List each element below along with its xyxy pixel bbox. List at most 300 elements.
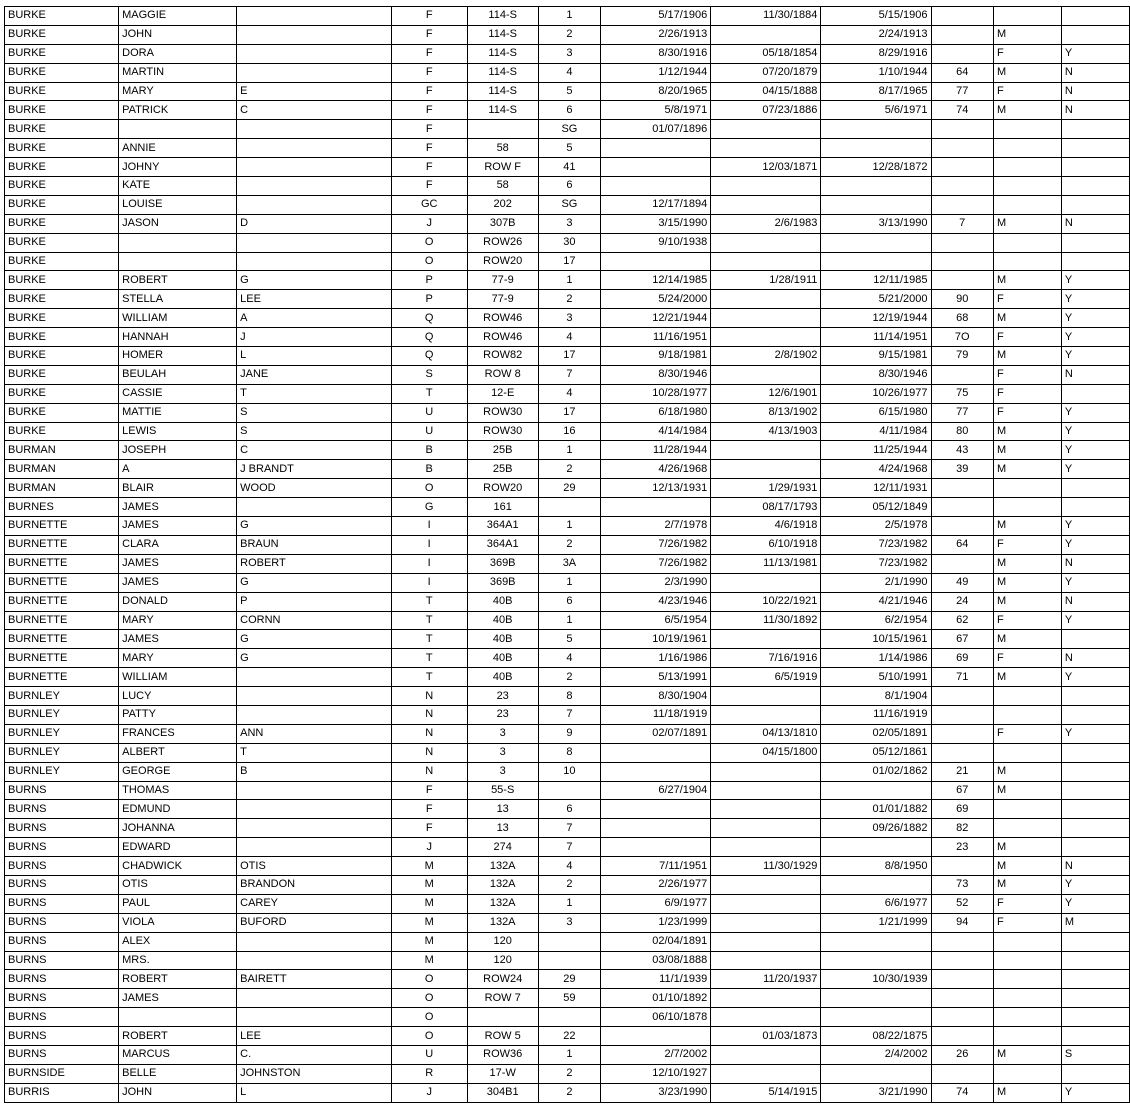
- table-row: [5, 932, 1130, 951]
- section-cell: U: [391, 1045, 467, 1064]
- grave-cell: 3: [538, 309, 600, 328]
- burial-date-cell: [601, 819, 711, 838]
- veteran-cell: [1061, 687, 1129, 706]
- lot-cell: ROW 7: [467, 989, 538, 1008]
- veteran-cell: [1061, 233, 1129, 252]
- section-cell: J: [391, 838, 467, 857]
- last-name-cell: BURNS: [5, 913, 119, 932]
- burial-date-cell: 8/30/1916: [601, 44, 711, 63]
- age-cell: 68: [931, 309, 993, 328]
- sex-cell: M: [993, 309, 1061, 328]
- lot-cell: 364A1: [467, 517, 538, 536]
- sex-cell: M: [993, 1045, 1061, 1064]
- veteran-cell: [1061, 932, 1129, 951]
- grave-cell: 2: [538, 535, 600, 554]
- first-name-cell: WILLIAM: [119, 309, 237, 328]
- first-name-cell: CHADWICK: [119, 857, 237, 876]
- death-date-cell: 1/14/1986: [821, 649, 931, 668]
- last-name-cell: BURNS: [5, 819, 119, 838]
- first-name-cell: JAMES: [119, 554, 237, 573]
- death-date-cell: 10/15/1961: [821, 630, 931, 649]
- section-cell: M: [391, 857, 467, 876]
- table-row: [5, 139, 1130, 158]
- burial-date-cell: 11/28/1944: [601, 441, 711, 460]
- last-name-cell: BURNS: [5, 1027, 119, 1046]
- age-cell: 90: [931, 290, 993, 309]
- section-cell: O: [391, 970, 467, 989]
- first-name-cell: JOHNY: [119, 158, 237, 177]
- burial-date-cell: [601, 498, 711, 517]
- birth-date-cell: 10/22/1921: [711, 592, 821, 611]
- burial-date-cell: 2/26/1913: [601, 25, 711, 44]
- death-date-cell: 4/24/1968: [821, 460, 931, 479]
- section-cell: F: [391, 101, 467, 120]
- burial-date-cell: 2/7/2002: [601, 1045, 711, 1064]
- sex-cell: [993, 195, 1061, 214]
- table-row: [5, 1008, 1130, 1027]
- age-cell: 64: [931, 63, 993, 82]
- burial-date-cell: [601, 743, 711, 762]
- lot-cell: 369B: [467, 573, 538, 592]
- middle-name-cell: [237, 819, 392, 838]
- birth-date-cell: 04/15/1888: [711, 82, 821, 101]
- first-name-cell: PATRICK: [119, 101, 237, 120]
- death-date-cell: 12/28/1872: [821, 158, 931, 177]
- last-name-cell: BURKE: [5, 7, 119, 26]
- section-cell: O: [391, 479, 467, 498]
- burial-date-cell: 4/14/1984: [601, 422, 711, 441]
- birth-date-cell: [711, 328, 821, 347]
- veteran-cell: M: [1061, 913, 1129, 932]
- middle-name-cell: LEE: [237, 1027, 392, 1046]
- first-name-cell: JOHANNA: [119, 819, 237, 838]
- birth-date-cell: 2/8/1902: [711, 347, 821, 366]
- table-row: [5, 1027, 1130, 1046]
- birth-date-cell: [711, 894, 821, 913]
- sex-cell: F: [993, 328, 1061, 347]
- age-cell: [931, 743, 993, 762]
- first-name-cell: WILLIAM: [119, 668, 237, 687]
- birth-date-cell: [711, 800, 821, 819]
- grave-cell: 4: [538, 384, 600, 403]
- grave-cell: 5: [538, 82, 600, 101]
- burial-date-cell: 11/16/1951: [601, 328, 711, 347]
- sex-cell: [993, 1008, 1061, 1027]
- middle-name-cell: [237, 195, 392, 214]
- veteran-cell: N: [1061, 82, 1129, 101]
- section-cell: F: [391, 177, 467, 196]
- veteran-cell: Y: [1061, 441, 1129, 460]
- table-row: [5, 403, 1130, 422]
- birth-date-cell: 11/30/1929: [711, 857, 821, 876]
- section-cell: N: [391, 687, 467, 706]
- birth-date-cell: 5/14/1915: [711, 1083, 821, 1102]
- birth-date-cell: 04/15/1800: [711, 743, 821, 762]
- section-cell: M: [391, 894, 467, 913]
- grave-cell: [538, 781, 600, 800]
- age-cell: 23: [931, 838, 993, 857]
- section-cell: O: [391, 1027, 467, 1046]
- sex-cell: M: [993, 271, 1061, 290]
- grave-cell: 29: [538, 970, 600, 989]
- last-name-cell: BURNLEY: [5, 705, 119, 724]
- lot-cell: 55-S: [467, 781, 538, 800]
- grave-cell: 5: [538, 139, 600, 158]
- age-cell: [931, 7, 993, 26]
- grave-cell: 3: [538, 44, 600, 63]
- first-name-cell: MARTIN: [119, 63, 237, 82]
- last-name-cell: BURNS: [5, 875, 119, 894]
- grave-cell: [538, 951, 600, 970]
- sex-cell: [993, 932, 1061, 951]
- death-date-cell: [821, 120, 931, 139]
- lot-cell: 120: [467, 932, 538, 951]
- age-cell: [931, 932, 993, 951]
- first-name-cell: CLARA: [119, 535, 237, 554]
- grave-cell: 3: [538, 913, 600, 932]
- lot-cell: 114-S: [467, 101, 538, 120]
- last-name-cell: BURNS: [5, 989, 119, 1008]
- last-name-cell: BURNS: [5, 1008, 119, 1027]
- age-cell: 39: [931, 460, 993, 479]
- sex-cell: F: [993, 290, 1061, 309]
- burial-date-cell: 5/24/2000: [601, 290, 711, 309]
- veteran-cell: [1061, 7, 1129, 26]
- first-name-cell: THOMAS: [119, 781, 237, 800]
- grave-cell: 22: [538, 1027, 600, 1046]
- age-cell: [931, 951, 993, 970]
- veteran-cell: Y: [1061, 724, 1129, 743]
- birth-date-cell: 05/18/1854: [711, 44, 821, 63]
- table-row: [5, 44, 1130, 63]
- age-cell: [931, 158, 993, 177]
- burial-date-cell: 11/1/1939: [601, 970, 711, 989]
- middle-name-cell: [237, 800, 392, 819]
- lot-cell: 161: [467, 498, 538, 517]
- veteran-cell: [1061, 498, 1129, 517]
- burial-date-cell: 1/12/1944: [601, 63, 711, 82]
- birth-date-cell: [711, 441, 821, 460]
- lot-cell: 274: [467, 838, 538, 857]
- death-date-cell: 2/1/1990: [821, 573, 931, 592]
- section-cell: Q: [391, 328, 467, 347]
- table-row: [5, 347, 1130, 366]
- last-name-cell: BURKE: [5, 309, 119, 328]
- section-cell: I: [391, 535, 467, 554]
- birth-date-cell: 12/6/1901: [711, 384, 821, 403]
- veteran-cell: [1061, 819, 1129, 838]
- table-row: [5, 611, 1130, 630]
- lot-cell: 13: [467, 819, 538, 838]
- last-name-cell: BURKE: [5, 290, 119, 309]
- last-name-cell: BURKE: [5, 403, 119, 422]
- table-row: [5, 875, 1130, 894]
- death-date-cell: [821, 838, 931, 857]
- section-cell: F: [391, 82, 467, 101]
- burial-date-cell: [601, 838, 711, 857]
- middle-name-cell: S: [237, 403, 392, 422]
- birth-date-cell: [711, 1045, 821, 1064]
- first-name-cell: CASSIE: [119, 384, 237, 403]
- last-name-cell: BURNETTE: [5, 517, 119, 536]
- grave-cell: 6: [538, 101, 600, 120]
- grave-cell: 17: [538, 403, 600, 422]
- sex-cell: M: [993, 668, 1061, 687]
- grave-cell: 17: [538, 252, 600, 271]
- death-date-cell: 9/15/1981: [821, 347, 931, 366]
- death-date-cell: 4/21/1946: [821, 592, 931, 611]
- middle-name-cell: [237, 705, 392, 724]
- first-name-cell: ROBERT: [119, 1027, 237, 1046]
- middle-name-cell: J BRANDT: [237, 460, 392, 479]
- table-row: [5, 460, 1130, 479]
- section-cell: I: [391, 573, 467, 592]
- section-cell: I: [391, 517, 467, 536]
- middle-name-cell: B: [237, 762, 392, 781]
- last-name-cell: BURNS: [5, 1045, 119, 1064]
- middle-name-cell: [237, 7, 392, 26]
- section-cell: N: [391, 762, 467, 781]
- middle-name-cell: JOHNSTON: [237, 1064, 392, 1083]
- table-row: [5, 384, 1130, 403]
- burial-date-cell: 3/23/1990: [601, 1083, 711, 1102]
- first-name-cell: ALBERT: [119, 743, 237, 762]
- table-row: [5, 687, 1130, 706]
- veteran-cell: [1061, 252, 1129, 271]
- middle-name-cell: [237, 25, 392, 44]
- section-cell: Q: [391, 347, 467, 366]
- first-name-cell: GEORGE: [119, 762, 237, 781]
- section-cell: F: [391, 800, 467, 819]
- birth-date-cell: [711, 290, 821, 309]
- middle-name-cell: A: [237, 309, 392, 328]
- grave-cell: 30: [538, 233, 600, 252]
- lot-cell: 307B: [467, 214, 538, 233]
- veteran-cell: Y: [1061, 403, 1129, 422]
- middle-name-cell: LEE: [237, 290, 392, 309]
- burial-date-cell: 8/30/1946: [601, 365, 711, 384]
- lot-cell: 40B: [467, 649, 538, 668]
- middle-name-cell: E: [237, 82, 392, 101]
- lot-cell: 114-S: [467, 44, 538, 63]
- age-cell: 49: [931, 573, 993, 592]
- last-name-cell: BURKE: [5, 158, 119, 177]
- veteran-cell: Y: [1061, 460, 1129, 479]
- death-date-cell: [821, 875, 931, 894]
- death-date-cell: 01/01/1882: [821, 800, 931, 819]
- last-name-cell: BURKE: [5, 120, 119, 139]
- table-row: [5, 214, 1130, 233]
- last-name-cell: BURNS: [5, 894, 119, 913]
- first-name-cell: LEWIS: [119, 422, 237, 441]
- table-row: [5, 158, 1130, 177]
- veteran-cell: [1061, 970, 1129, 989]
- veteran-cell: [1061, 743, 1129, 762]
- last-name-cell: BURKE: [5, 384, 119, 403]
- middle-name-cell: CAREY: [237, 894, 392, 913]
- death-date-cell: 2/5/1978: [821, 517, 931, 536]
- burial-date-cell: 02/04/1891: [601, 932, 711, 951]
- first-name-cell: DONALD: [119, 592, 237, 611]
- veteran-cell: Y: [1061, 535, 1129, 554]
- grave-cell: 2: [538, 875, 600, 894]
- death-date-cell: 3/13/1990: [821, 214, 931, 233]
- death-date-cell: 09/26/1882: [821, 819, 931, 838]
- first-name-cell: JOSEPH: [119, 441, 237, 460]
- burial-date-cell: 8/20/1965: [601, 82, 711, 101]
- last-name-cell: BURNS: [5, 951, 119, 970]
- lot-cell: ROW20: [467, 252, 538, 271]
- death-date-cell: 11/16/1919: [821, 705, 931, 724]
- birth-date-cell: 07/23/1886: [711, 101, 821, 120]
- last-name-cell: BURKE: [5, 25, 119, 44]
- first-name-cell: FRANCES: [119, 724, 237, 743]
- burial-date-cell: 7/11/1951: [601, 857, 711, 876]
- table-row: [5, 441, 1130, 460]
- sex-cell: [993, 800, 1061, 819]
- veteran-cell: [1061, 177, 1129, 196]
- section-cell: F: [391, 7, 467, 26]
- section-cell: T: [391, 592, 467, 611]
- age-cell: 7O: [931, 328, 993, 347]
- burial-date-cell: 6/18/1980: [601, 403, 711, 422]
- death-date-cell: 8/1/1904: [821, 687, 931, 706]
- sex-cell: [993, 252, 1061, 271]
- grave-cell: [538, 1008, 600, 1027]
- veteran-cell: [1061, 762, 1129, 781]
- burial-date-cell: 7/26/1982: [601, 535, 711, 554]
- table-row: [5, 7, 1130, 26]
- birth-date-cell: [711, 139, 821, 158]
- last-name-cell: BURNLEY: [5, 743, 119, 762]
- middle-name-cell: [237, 177, 392, 196]
- death-date-cell: 12/11/1985: [821, 271, 931, 290]
- sex-cell: F: [993, 535, 1061, 554]
- middle-name-cell: [237, 158, 392, 177]
- middle-name-cell: [237, 44, 392, 63]
- grave-cell: 7: [538, 819, 600, 838]
- first-name-cell: BELLE: [119, 1064, 237, 1083]
- death-date-cell: 11/14/1951: [821, 328, 931, 347]
- veteran-cell: [1061, 158, 1129, 177]
- middle-name-cell: J: [237, 328, 392, 347]
- birth-date-cell: [711, 1008, 821, 1027]
- age-cell: [931, 233, 993, 252]
- lot-cell: ROW26: [467, 233, 538, 252]
- sex-cell: [993, 687, 1061, 706]
- middle-name-cell: [237, 932, 392, 951]
- birth-date-cell: [711, 573, 821, 592]
- death-date-cell: 6/15/1980: [821, 403, 931, 422]
- death-date-cell: 8/30/1946: [821, 365, 931, 384]
- birth-date-cell: [711, 989, 821, 1008]
- middle-name-cell: G: [237, 517, 392, 536]
- lot-cell: 23: [467, 705, 538, 724]
- veteran-cell: [1061, 838, 1129, 857]
- last-name-cell: BURNETTE: [5, 630, 119, 649]
- table-row: [5, 857, 1130, 876]
- sex-cell: [993, 177, 1061, 196]
- table-row: [5, 913, 1130, 932]
- table-row: [5, 271, 1130, 290]
- birth-date-cell: [711, 252, 821, 271]
- last-name-cell: BURKE: [5, 44, 119, 63]
- lot-cell: ROW F: [467, 158, 538, 177]
- middle-name-cell: [237, 838, 392, 857]
- middle-name-cell: WOOD: [237, 479, 392, 498]
- grave-cell: 59: [538, 989, 600, 1008]
- first-name-cell: BLAIR: [119, 479, 237, 498]
- veteran-cell: Y: [1061, 271, 1129, 290]
- burial-date-cell: [601, 139, 711, 158]
- last-name-cell: BURRIS: [5, 1083, 119, 1102]
- grave-cell: 6: [538, 800, 600, 819]
- grave-cell: SG: [538, 195, 600, 214]
- age-cell: 74: [931, 1083, 993, 1102]
- veteran-cell: [1061, 800, 1129, 819]
- birth-date-cell: 6/10/1918: [711, 535, 821, 554]
- first-name-cell: KATE: [119, 177, 237, 196]
- first-name-cell: MRS.: [119, 951, 237, 970]
- burial-date-cell: 12/13/1931: [601, 479, 711, 498]
- age-cell: [931, 724, 993, 743]
- veteran-cell: [1061, 479, 1129, 498]
- first-name-cell: MATTIE: [119, 403, 237, 422]
- sex-cell: M: [993, 422, 1061, 441]
- veteran-cell: Y: [1061, 422, 1129, 441]
- lot-cell: 40B: [467, 611, 538, 630]
- middle-name-cell: [237, 1008, 392, 1027]
- last-name-cell: BURNS: [5, 781, 119, 800]
- grave-cell: 2: [538, 290, 600, 309]
- death-date-cell: [821, 1008, 931, 1027]
- lot-cell: 114-S: [467, 82, 538, 101]
- first-name-cell: ALEX: [119, 932, 237, 951]
- burial-date-cell: 7/26/1982: [601, 554, 711, 573]
- veteran-cell: Y: [1061, 894, 1129, 913]
- lot-cell: ROW24: [467, 970, 538, 989]
- middle-name-cell: BAIRETT: [237, 970, 392, 989]
- birth-date-cell: 4/6/1918: [711, 517, 821, 536]
- sex-cell: M: [993, 781, 1061, 800]
- first-name-cell: A: [119, 460, 237, 479]
- birth-date-cell: 12/03/1871: [711, 158, 821, 177]
- death-date-cell: 2/24/1913: [821, 25, 931, 44]
- sex-cell: F: [993, 611, 1061, 630]
- death-date-cell: 05/12/1849: [821, 498, 931, 517]
- birth-date-cell: [711, 819, 821, 838]
- section-cell: U: [391, 422, 467, 441]
- sex-cell: [993, 139, 1061, 158]
- burial-date-cell: 06/10/1878: [601, 1008, 711, 1027]
- table-row: [5, 535, 1130, 554]
- middle-name-cell: T: [237, 384, 392, 403]
- sex-cell: M: [993, 592, 1061, 611]
- section-cell: F: [391, 120, 467, 139]
- section-cell: U: [391, 403, 467, 422]
- first-name-cell: HANNAH: [119, 328, 237, 347]
- first-name-cell: LOUISE: [119, 195, 237, 214]
- death-date-cell: 8/29/1916: [821, 44, 931, 63]
- sex-cell: F: [993, 649, 1061, 668]
- middle-name-cell: C: [237, 441, 392, 460]
- lot-cell: 25B: [467, 460, 538, 479]
- first-name-cell: MARY: [119, 611, 237, 630]
- first-name-cell: LUCY: [119, 687, 237, 706]
- sex-cell: M: [993, 101, 1061, 120]
- lot-cell: ROW82: [467, 347, 538, 366]
- lot-cell: ROW20: [467, 479, 538, 498]
